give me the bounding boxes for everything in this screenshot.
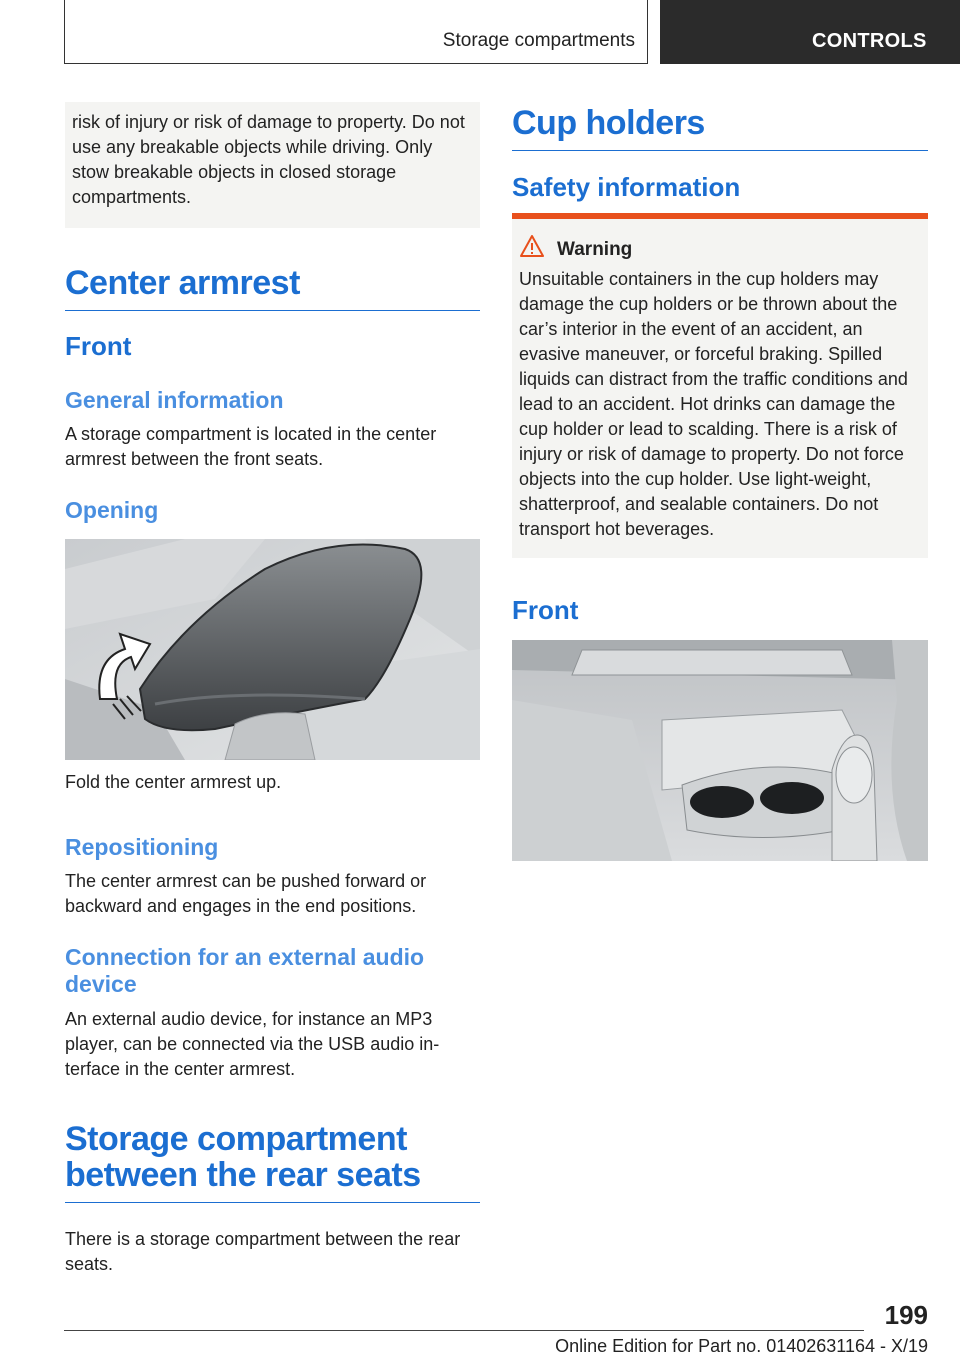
page-number: 199 xyxy=(884,1300,928,1330)
header-chapter-tab xyxy=(64,0,648,64)
opening-heading: Opening xyxy=(65,497,159,523)
rear-storage-heading: Storage compartment between the rear seats xyxy=(65,1121,480,1203)
cup-holders-front-heading: Front xyxy=(512,595,579,625)
footer-divider xyxy=(64,1330,864,1331)
opening-caption: Fold the center armrest up. xyxy=(65,772,282,792)
rear-storage-section xyxy=(65,1121,480,1277)
safety-information-heading: Safety information xyxy=(512,172,741,202)
chapter-title: Storage compartments xyxy=(442,30,635,51)
rear-storage-text: There is a storage compartment between the rear seats. xyxy=(65,1229,461,1274)
repositioning-heading: Repositioning xyxy=(65,834,219,860)
footer-edition: Online Edition for Part no. 01402631164 - X/19 xyxy=(555,1336,928,1356)
armrest-illustration xyxy=(65,539,480,760)
front-heading: Front xyxy=(65,331,132,361)
general-information-text: A storage compartment is located in the center armrest between the front seats. xyxy=(65,424,437,469)
warning-text: Unsuitable containers in the cup holders may damage the cup holders or be thrown about the car’s interior in the event of an accident, an evasive maneuver, or forceful braking. Spilled liquids can distract from the traffic conditions and lead to an accident. Hot drinks can damage the cup holder or lead to scalding. There is a risk of injury or risk of damage to property. Do not force objects into the cup holder. Use light-weight, shatterproof, and sealable containers. Do not transport hot beverages. xyxy=(519,269,908,539)
warning-title: Warning xyxy=(557,239,633,260)
note-box xyxy=(65,102,480,228)
connection-heading: Connection for an external audio device xyxy=(65,944,425,997)
cup-holder-illustration xyxy=(512,640,928,861)
center-armrest-section xyxy=(65,265,480,311)
repositioning-text: The center armrest can be pushed forward or backward and engages in the end positions. xyxy=(65,871,427,916)
center-armrest-heading: Center armrest xyxy=(65,265,480,311)
left-column xyxy=(65,102,480,228)
note-text: risk of injury or risk of damage to property. Do not use any breakable objects while driving. Only stow breakable objects in closed storage compartments. xyxy=(72,112,465,207)
header-section-tab xyxy=(660,0,960,64)
warning-triangle-icon xyxy=(519,234,545,264)
connection-text: An external audio device, for instance an MP3 player, can be connected via the USB audio in-terface in the center armrest. xyxy=(65,1009,440,1079)
cup-holders-section xyxy=(512,105,928,151)
section-title: CONTROLS xyxy=(812,30,927,52)
cup-holders-heading: Cup holders xyxy=(512,105,928,151)
general-information-heading: General information xyxy=(65,387,284,413)
warning-box xyxy=(512,213,928,558)
